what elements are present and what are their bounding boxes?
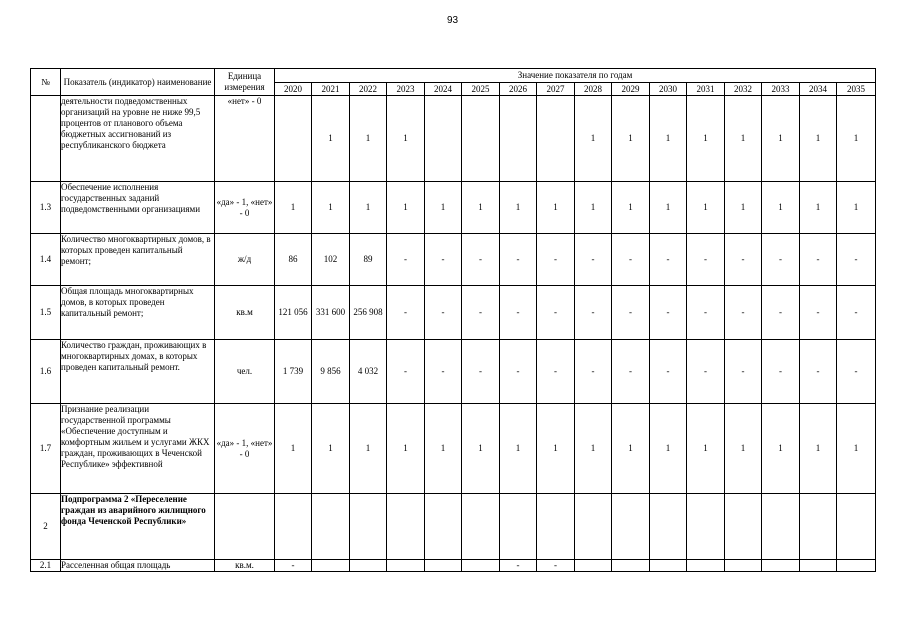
header-year: 2032 bbox=[725, 83, 762, 96]
year-value bbox=[575, 560, 612, 572]
year-value bbox=[500, 286, 537, 340]
value-text: 9 856 bbox=[320, 366, 341, 376]
value-text: - bbox=[816, 307, 820, 317]
indicator-name: Количество граждан, проживающих в многоквартирных домах, в которых проведен капитальный ремонт. bbox=[61, 340, 215, 404]
table-row bbox=[31, 340, 876, 404]
year-value bbox=[387, 560, 425, 572]
year-value bbox=[537, 560, 575, 572]
year-value bbox=[462, 234, 500, 286]
year-value bbox=[837, 182, 876, 234]
unit-of-measure: кв.м bbox=[215, 286, 275, 340]
value-text: - bbox=[591, 307, 595, 317]
indicator-name: Общая площадь многоквартирных домов, в которых проведен капитальный ремонт; bbox=[61, 286, 215, 340]
header-year: 2021 bbox=[312, 83, 350, 96]
value-text: - bbox=[591, 254, 595, 264]
value-text: - bbox=[404, 254, 407, 264]
table-row bbox=[31, 560, 876, 572]
value-text: 1 bbox=[290, 443, 296, 453]
year-value bbox=[575, 286, 612, 340]
value-text: - bbox=[516, 366, 520, 376]
value-text: 1 bbox=[590, 133, 596, 143]
year-value bbox=[500, 182, 537, 234]
value-text: 1 bbox=[815, 133, 821, 143]
year-value bbox=[687, 560, 725, 572]
value-text: 1 bbox=[740, 133, 746, 143]
header-year: 2026 bbox=[500, 83, 537, 96]
year-value bbox=[537, 494, 575, 560]
value-text: 1 bbox=[665, 133, 671, 143]
year-value bbox=[800, 494, 837, 560]
value-text: - bbox=[629, 307, 632, 317]
year-value bbox=[837, 96, 876, 182]
row-number: 1.5 bbox=[31, 286, 61, 340]
value-text: 1 bbox=[815, 202, 821, 212]
value-text: 86 bbox=[288, 254, 298, 264]
value-text: 1 bbox=[628, 202, 633, 212]
year-value bbox=[312, 340, 350, 404]
value-text: - bbox=[591, 366, 595, 376]
row-number bbox=[31, 96, 61, 182]
year-value bbox=[650, 560, 687, 572]
year-value bbox=[612, 234, 650, 286]
value-text: - bbox=[404, 307, 407, 317]
value-text: - bbox=[741, 366, 745, 376]
year-value bbox=[650, 404, 687, 494]
year-value bbox=[275, 286, 312, 340]
year-value bbox=[425, 494, 462, 560]
year-value bbox=[387, 96, 425, 182]
year-value bbox=[725, 182, 762, 234]
year-value bbox=[425, 340, 462, 404]
unit-of-measure: «нет» - 0 bbox=[215, 96, 275, 182]
year-value bbox=[350, 494, 387, 560]
indicator-name: Расселенная общая площадь bbox=[61, 560, 215, 572]
value-text: 1 bbox=[590, 202, 596, 212]
unit-of-measure: кв.м. bbox=[215, 560, 275, 572]
year-value bbox=[425, 234, 462, 286]
unit-of-measure: ж/д bbox=[215, 234, 275, 286]
year-value bbox=[537, 404, 575, 494]
year-value bbox=[762, 560, 800, 572]
year-value bbox=[275, 182, 312, 234]
year-value bbox=[762, 96, 800, 182]
row-number: 1.4 bbox=[31, 234, 61, 286]
year-value bbox=[387, 234, 425, 286]
year-value bbox=[687, 494, 725, 560]
value-text: - bbox=[441, 254, 445, 264]
year-value bbox=[762, 404, 800, 494]
year-value bbox=[837, 234, 876, 286]
value-text: - bbox=[479, 366, 482, 376]
year-value bbox=[387, 286, 425, 340]
value-text: - bbox=[291, 560, 295, 570]
row-number: 1.6 bbox=[31, 340, 61, 404]
value-text: - bbox=[554, 254, 557, 264]
table-row bbox=[31, 182, 876, 234]
value-text: - bbox=[666, 254, 670, 264]
year-value bbox=[612, 560, 650, 572]
value-text: - bbox=[479, 254, 482, 264]
year-value bbox=[350, 96, 387, 182]
value-text: 1 bbox=[515, 202, 521, 212]
year-value bbox=[612, 340, 650, 404]
value-text: - bbox=[854, 307, 858, 317]
year-value bbox=[350, 404, 387, 494]
header-year: 2034 bbox=[800, 83, 837, 96]
value-text: - bbox=[854, 366, 858, 376]
header-year: 2025 bbox=[462, 83, 500, 96]
table-row bbox=[31, 286, 876, 340]
year-value bbox=[312, 404, 350, 494]
value-text: - bbox=[816, 254, 820, 264]
value-text: 1 bbox=[553, 443, 558, 453]
header-year: 2033 bbox=[762, 83, 800, 96]
value-text: 1 bbox=[478, 202, 483, 212]
row-number: 2 bbox=[31, 494, 61, 560]
year-value bbox=[537, 182, 575, 234]
indicator-name: деятельности подведомственных организаций на уровне не ниже 99,5 процентов от планового объема бюджетных ассигнований из республиканского бюджета bbox=[61, 96, 215, 182]
header-year: 2020 bbox=[275, 83, 312, 96]
value-text: 1 bbox=[665, 443, 671, 453]
year-value bbox=[275, 96, 312, 182]
table-row bbox=[31, 96, 876, 182]
year-value bbox=[650, 494, 687, 560]
value-text: - bbox=[741, 254, 745, 264]
value-text: 1 bbox=[703, 443, 708, 453]
year-value bbox=[687, 234, 725, 286]
value-text: - bbox=[629, 366, 632, 376]
year-value bbox=[575, 340, 612, 404]
year-value bbox=[725, 234, 762, 286]
indicator-name: Признание реализации государственной программы «Обеспечение доступным и комфортным жильем и услугами ЖКХ граждан, проживающих в Чеченской Республике» эффективной bbox=[61, 404, 215, 494]
year-value bbox=[687, 404, 725, 494]
year-value bbox=[612, 182, 650, 234]
row-number: 2.1 bbox=[31, 560, 61, 572]
value-text: 1 bbox=[365, 133, 371, 143]
year-value bbox=[462, 560, 500, 572]
year-value bbox=[762, 234, 800, 286]
year-value bbox=[537, 286, 575, 340]
value-text: 1 bbox=[740, 202, 746, 212]
year-value bbox=[312, 286, 350, 340]
year-value bbox=[275, 340, 312, 404]
year-value bbox=[762, 494, 800, 560]
year-value bbox=[462, 340, 500, 404]
value-text: - bbox=[516, 254, 520, 264]
year-value bbox=[650, 234, 687, 286]
value-text: 1 bbox=[778, 443, 783, 453]
value-text: - bbox=[854, 254, 858, 264]
year-value bbox=[800, 340, 837, 404]
value-text: 1 bbox=[628, 133, 633, 143]
value-text: - bbox=[554, 560, 557, 570]
year-value bbox=[725, 404, 762, 494]
value-text: - bbox=[666, 366, 670, 376]
value-text: 1 bbox=[365, 202, 371, 212]
value-text: 89 bbox=[363, 254, 373, 264]
year-value bbox=[500, 96, 537, 182]
year-value bbox=[837, 404, 876, 494]
year-value bbox=[575, 494, 612, 560]
year-value bbox=[537, 96, 575, 182]
year-value bbox=[312, 182, 350, 234]
value-text: 4 032 bbox=[357, 366, 379, 376]
year-value bbox=[650, 96, 687, 182]
year-value bbox=[800, 234, 837, 286]
value-text: - bbox=[629, 254, 632, 264]
value-text: 1 bbox=[590, 443, 596, 453]
value-text: - bbox=[704, 366, 707, 376]
value-text: - bbox=[816, 366, 820, 376]
value-text: 1 bbox=[815, 443, 821, 453]
year-value bbox=[350, 234, 387, 286]
year-value bbox=[725, 96, 762, 182]
year-value bbox=[350, 286, 387, 340]
year-value bbox=[462, 494, 500, 560]
value-text: 256 908 bbox=[353, 307, 383, 317]
year-value bbox=[687, 182, 725, 234]
year-value bbox=[387, 494, 425, 560]
year-value bbox=[500, 234, 537, 286]
year-value bbox=[275, 560, 312, 572]
year-value bbox=[612, 404, 650, 494]
value-text: 1 bbox=[778, 202, 783, 212]
year-value bbox=[687, 286, 725, 340]
year-value bbox=[800, 286, 837, 340]
year-value bbox=[800, 560, 837, 572]
value-text: 1 bbox=[778, 133, 783, 143]
table-row bbox=[31, 494, 876, 560]
value-text: - bbox=[554, 366, 557, 376]
unit-of-measure bbox=[215, 494, 275, 560]
year-value bbox=[350, 182, 387, 234]
year-value bbox=[725, 286, 762, 340]
table-row bbox=[31, 404, 876, 494]
year-value bbox=[500, 404, 537, 494]
year-value bbox=[312, 494, 350, 560]
value-text: - bbox=[666, 307, 670, 317]
year-value bbox=[462, 404, 500, 494]
year-value bbox=[687, 96, 725, 182]
year-value bbox=[537, 234, 575, 286]
header-name: Показатель (индикатор) наименование bbox=[61, 69, 215, 96]
year-value bbox=[837, 340, 876, 404]
value-text: 1 bbox=[853, 133, 859, 143]
value-text: 1 bbox=[440, 443, 446, 453]
indicators-table bbox=[30, 68, 876, 572]
row-number: 1.7 bbox=[31, 404, 61, 494]
value-text: 1 bbox=[553, 202, 558, 212]
header-year: 2023 bbox=[387, 83, 425, 96]
row-number: 1.3 bbox=[31, 182, 61, 234]
year-value bbox=[650, 286, 687, 340]
year-value bbox=[687, 340, 725, 404]
value-text: 1 bbox=[403, 202, 408, 212]
unit-of-measure: «да» - 1, «нет» - 0 bbox=[215, 182, 275, 234]
header-values: Значение показателя по годам bbox=[275, 69, 876, 83]
year-value bbox=[537, 340, 575, 404]
value-text: - bbox=[404, 366, 407, 376]
year-value bbox=[612, 286, 650, 340]
value-text: 1 bbox=[665, 202, 671, 212]
page-number: 93 bbox=[446, 15, 459, 26]
year-value bbox=[425, 182, 462, 234]
value-text: 1 bbox=[440, 202, 446, 212]
year-value bbox=[725, 560, 762, 572]
year-value bbox=[387, 404, 425, 494]
year-value bbox=[612, 96, 650, 182]
value-text: 1 bbox=[365, 443, 371, 453]
value-text: 1 739 bbox=[282, 366, 304, 376]
year-value bbox=[575, 404, 612, 494]
year-value bbox=[762, 182, 800, 234]
unit-of-measure: чел. bbox=[215, 340, 275, 404]
header-num: № bbox=[31, 69, 61, 96]
year-value bbox=[762, 286, 800, 340]
year-value bbox=[575, 182, 612, 234]
header-year: 2031 bbox=[687, 83, 725, 96]
value-text: - bbox=[554, 307, 557, 317]
year-value bbox=[275, 404, 312, 494]
value-text: 1 bbox=[328, 443, 333, 453]
value-text: - bbox=[516, 307, 520, 317]
year-value bbox=[425, 404, 462, 494]
unit-of-measure: «да» - 1, «нет» - 0 bbox=[215, 404, 275, 494]
year-value bbox=[425, 96, 462, 182]
year-value bbox=[725, 494, 762, 560]
value-text: 1 bbox=[403, 133, 408, 143]
value-text: 1 bbox=[328, 202, 333, 212]
value-text: 1 bbox=[853, 443, 859, 453]
header-year: 2027 bbox=[537, 83, 575, 96]
value-text: - bbox=[704, 307, 707, 317]
year-value bbox=[462, 96, 500, 182]
value-text: 331 600 bbox=[315, 307, 346, 317]
year-value bbox=[650, 182, 687, 234]
year-value bbox=[837, 560, 876, 572]
value-text: - bbox=[441, 307, 445, 317]
year-value bbox=[575, 96, 612, 182]
header-year: 2035 bbox=[837, 83, 876, 96]
year-value bbox=[612, 494, 650, 560]
value-text: 1 bbox=[703, 202, 708, 212]
year-value bbox=[762, 340, 800, 404]
year-value bbox=[275, 234, 312, 286]
year-value bbox=[350, 560, 387, 572]
value-text: 1 bbox=[515, 443, 521, 453]
value-text: - bbox=[479, 307, 482, 317]
year-value bbox=[500, 340, 537, 404]
year-value bbox=[312, 234, 350, 286]
year-value bbox=[312, 96, 350, 182]
value-text: - bbox=[516, 560, 520, 570]
value-text: 1 bbox=[403, 443, 408, 453]
value-text: 1 bbox=[740, 443, 746, 453]
value-text: - bbox=[441, 366, 445, 376]
header-year: 2024 bbox=[425, 83, 462, 96]
value-text: 1 bbox=[628, 443, 633, 453]
year-value bbox=[650, 340, 687, 404]
year-value bbox=[275, 494, 312, 560]
year-value bbox=[837, 286, 876, 340]
value-text: 121 056 bbox=[278, 307, 308, 317]
header-unit: Единица измерения bbox=[215, 69, 275, 96]
value-text: - bbox=[779, 307, 782, 317]
year-value bbox=[425, 560, 462, 572]
year-value bbox=[312, 560, 350, 572]
year-value bbox=[462, 286, 500, 340]
year-value bbox=[800, 404, 837, 494]
value-text: 1 bbox=[290, 202, 296, 212]
year-value bbox=[425, 286, 462, 340]
value-text: 1 bbox=[703, 133, 708, 143]
year-value bbox=[725, 340, 762, 404]
year-value bbox=[500, 560, 537, 572]
year-value bbox=[387, 340, 425, 404]
year-value bbox=[575, 234, 612, 286]
year-value bbox=[462, 182, 500, 234]
year-value bbox=[837, 494, 876, 560]
indicator-name: Количество многоквартирных домов, в которых проведен капитальный ремонт; bbox=[61, 234, 215, 286]
header-year: 2022 bbox=[350, 83, 387, 96]
value-text: 1 bbox=[478, 443, 483, 453]
header-year: 2028 bbox=[575, 83, 612, 96]
header-year: 2029 bbox=[612, 83, 650, 96]
value-text: - bbox=[704, 254, 707, 264]
table-row bbox=[31, 234, 876, 286]
header-year: 2030 bbox=[650, 83, 687, 96]
value-text: 1 bbox=[328, 133, 333, 143]
value-text: 102 bbox=[323, 254, 338, 264]
year-value bbox=[387, 182, 425, 234]
year-value bbox=[800, 96, 837, 182]
value-text: - bbox=[779, 366, 782, 376]
value-text: - bbox=[741, 307, 745, 317]
year-value bbox=[800, 182, 837, 234]
indicator-name: Обеспечение исполнения государственных заданий подведомственными организациями bbox=[61, 182, 215, 234]
value-text: - bbox=[779, 254, 782, 264]
year-value bbox=[500, 494, 537, 560]
year-value bbox=[350, 340, 387, 404]
value-text: 1 bbox=[853, 202, 859, 212]
indicator-name: Подпрограмма 2 «Переселение граждан из аварийного жилищного фонда Чеченской Республики» bbox=[61, 494, 215, 560]
